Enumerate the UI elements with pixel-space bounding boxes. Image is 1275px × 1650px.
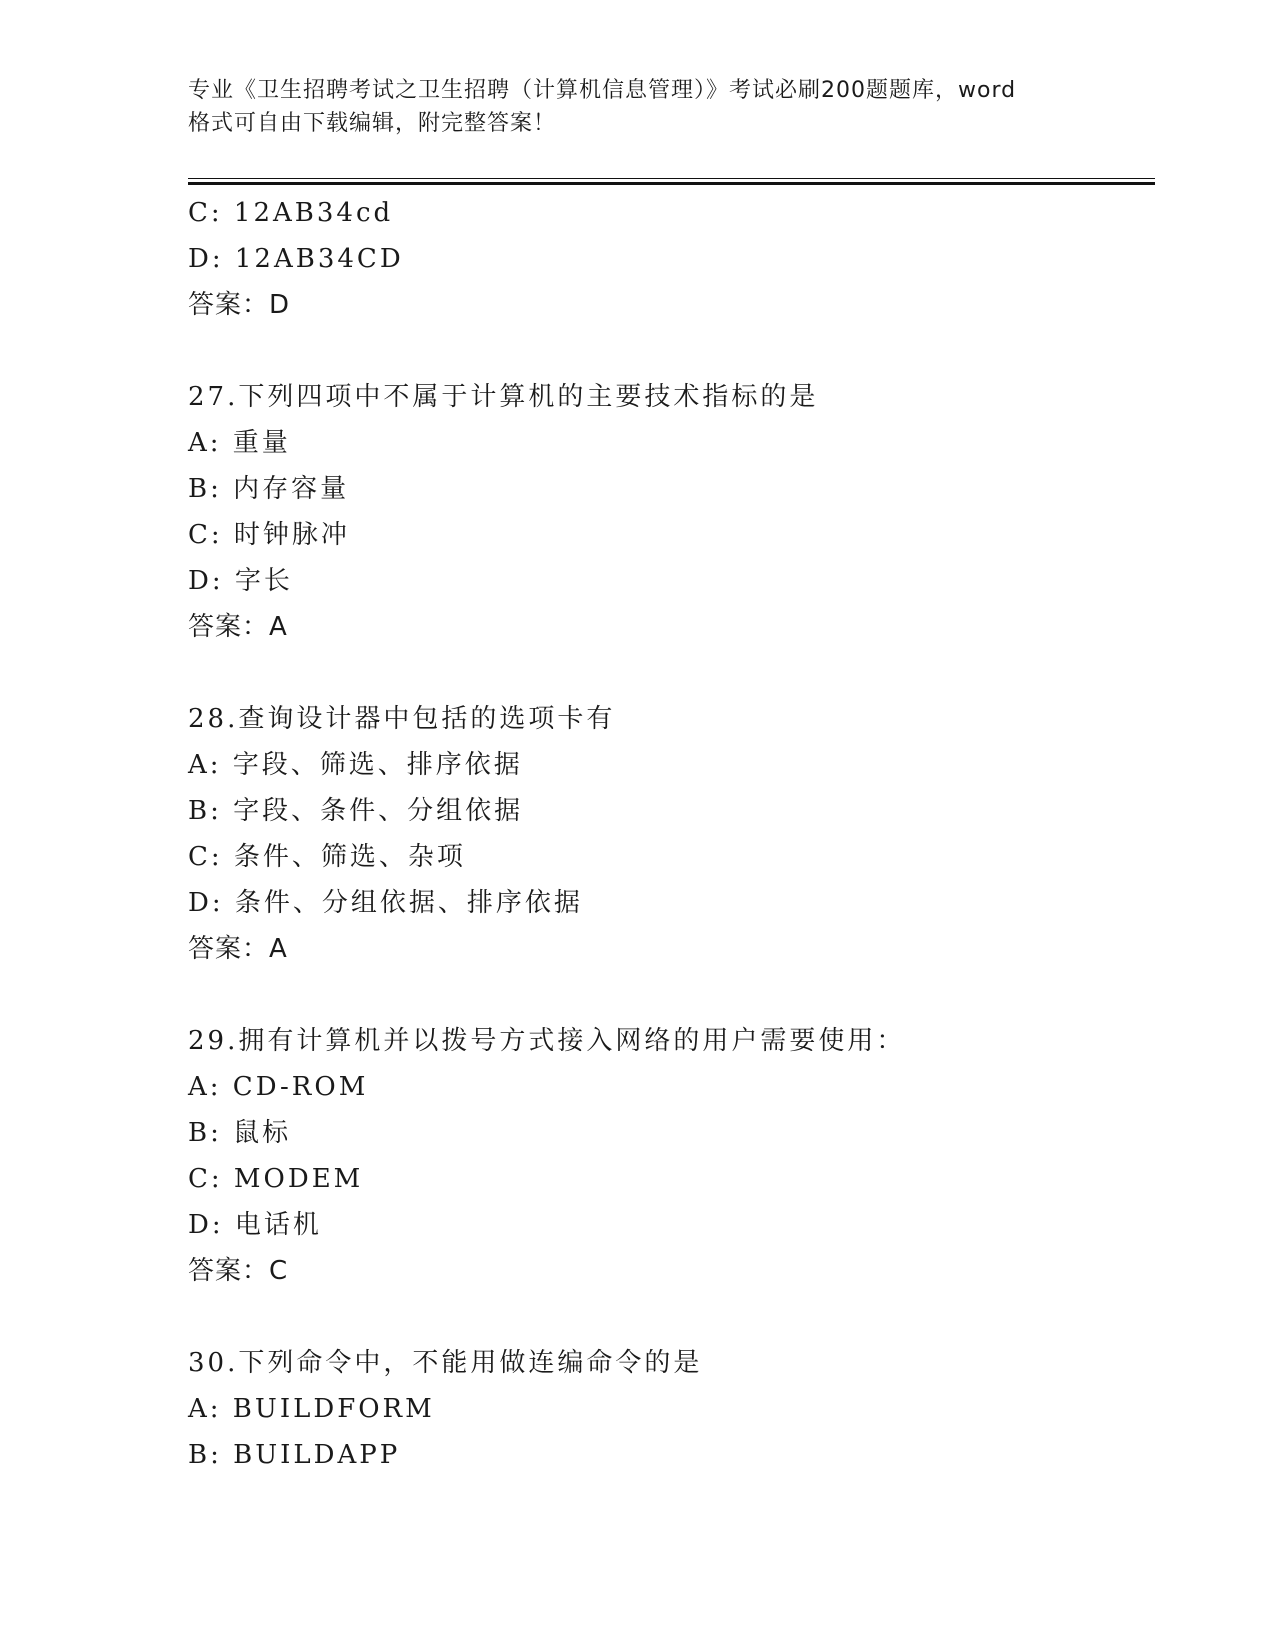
- option-b: B: BUILDAPP: [188, 1440, 401, 1470]
- spacer: [188, 972, 1148, 1018]
- option-c: C: MODEM: [188, 1164, 364, 1194]
- option-c: C: 12AB34cd: [188, 198, 394, 228]
- option-d: D: 条件、分组依据、排序依据: [188, 888, 583, 918]
- option-a: A: 字段、筛选、排序依据: [188, 750, 523, 780]
- option-d: D: 12AB34CD: [188, 244, 404, 274]
- answer-line: 答案：D: [188, 290, 291, 320]
- question-stem: 28.查询设计器中包括的选项卡有: [188, 704, 616, 734]
- option-b: B: 鼠标: [188, 1118, 292, 1148]
- option-c: C: 条件、筛选、杂项: [188, 842, 466, 872]
- option-a: A: CD-ROM: [188, 1072, 369, 1102]
- option-b: B: 字段、条件、分组依据: [188, 796, 524, 826]
- option-a: A: BUILDFORM: [188, 1394, 435, 1424]
- answer-line: 答案：C: [188, 1256, 289, 1286]
- question-stem: 27.下列四项中不属于计算机的主要技术指标的是: [188, 382, 819, 412]
- option-c: C: 时钟脉冲: [188, 520, 350, 550]
- option-d: D: 电话机: [188, 1210, 322, 1240]
- question-stem: 29.拥有计算机并以拨号方式接入网络的用户需要使用：: [188, 1026, 906, 1056]
- spacer: [188, 650, 1148, 696]
- header-divider-thick: [188, 182, 1155, 185]
- spacer: [188, 328, 1148, 374]
- option-b: B: 内存容量: [188, 474, 350, 504]
- spacer: [188, 1294, 1148, 1340]
- answer-line: 答案：A: [188, 612, 288, 642]
- question-list: [188, 190, 1148, 1478]
- header-line-1: 专业《卫生招聘考试之卫生招聘（计算机信息管理）》考试必刷200题题库，word: [188, 78, 1017, 103]
- document-header: [188, 74, 1088, 140]
- option-d: D: 字长: [188, 566, 293, 596]
- answer-line: 答案：A: [188, 934, 288, 964]
- header-divider-thin: [188, 178, 1155, 179]
- option-a: A: 重量: [188, 428, 291, 458]
- header-line-2: 格式可自由下载编辑，附完整答案！: [188, 111, 557, 136]
- question-stem: 30.下列命令中，不能用做连编命令的是: [188, 1348, 703, 1378]
